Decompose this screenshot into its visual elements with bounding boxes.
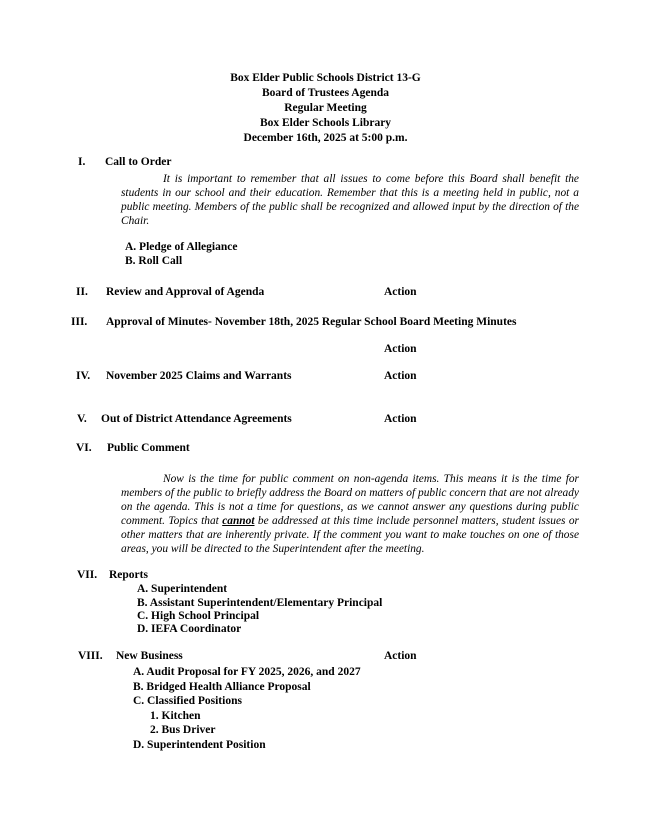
report-assistant-superintendent: B. Assistant Superintendent/Elementary Principal	[137, 597, 383, 609]
position-bus-driver: 2. Bus Driver	[150, 724, 216, 736]
audit-proposal: A. Audit Proposal for FY 2025, 2026, and 2027	[133, 666, 361, 678]
call-to-order-paragraph: It is important to remember that all issues to come before this Board shall benefit the students in our school and their education. Remember that this is a meeting held in public, not a public meeting. Members of the public shall be recognized and allowed input by the direction of the Chair.	[121, 173, 579, 227]
item-iv-title: November 2025 Claims and Warrants	[106, 370, 292, 382]
bridged-health-proposal: B. Bridged Health Alliance Proposal	[133, 681, 311, 693]
roll-call: B. Roll Call	[125, 255, 183, 267]
item-iii-title: Approval of Minutes- November 18th, 2025 Regular School Board Meeting Minutes	[106, 316, 517, 328]
agenda-header	[0, 71, 651, 146]
item-iii-action: Action	[384, 343, 417, 355]
pledge-of-allegiance: A. Pledge of Allegiance	[125, 241, 238, 253]
report-iefa-coordinator: D. IEFA Coordinator	[137, 623, 242, 635]
item-vii-title: Reports	[109, 569, 148, 581]
position-kitchen: 1. Kitchen	[150, 710, 201, 722]
item-ii-title: Review and Approval of Agenda	[106, 286, 265, 298]
item-iv-number: IV.	[76, 370, 91, 382]
item-v-action: Action	[384, 413, 417, 425]
item-ii-number: II.	[76, 286, 88, 298]
public-comment-emphasis: cannot	[222, 515, 255, 527]
district-name: Box Elder Public Schools District 13-G	[230, 72, 421, 84]
meeting-type: Regular Meeting	[284, 102, 367, 114]
item-ii-action: Action	[384, 286, 417, 298]
item-iv-action: Action	[384, 370, 417, 382]
meeting-location: Box Elder Schools Library	[259, 117, 392, 129]
report-superintendent: A. Superintendent	[137, 583, 228, 595]
item-i-title: Call to Order	[105, 156, 172, 168]
item-viii-action: Action	[384, 650, 417, 662]
public-comment-text-2: be addressed at this time include personnel matters, student issues or other matters that are inherently private. If the comment you want to make touches on one of those areas, you will be directed to the Superintendent after the meeting.	[121, 515, 579, 555]
item-iii-number: III.	[71, 316, 88, 328]
item-vi-title: Public Comment	[107, 442, 190, 454]
item-vii-number: VII.	[77, 569, 98, 581]
meeting-date: December 16th, 2025 at 5:00 p.m.	[243, 132, 408, 144]
item-vi-number: VI.	[76, 442, 92, 454]
public-comment-text-1: Now is the time for public comment on non-agenda items. This means it is the time for members of the public to briefly address the Board on matters of public concern that are not already on the agenda. This is not a time for questions, as we cannot answer any questions during public comment. Topics that	[121, 473, 579, 527]
item-viii-title: New Business	[116, 650, 183, 662]
superintendent-position: D. Superintendent Position	[133, 739, 266, 751]
item-i-number: I.	[78, 156, 86, 168]
public-comment-paragraph	[121, 472, 579, 556]
item-v-number: V.	[77, 413, 87, 425]
item-viii-number: VIII.	[78, 650, 103, 662]
item-v-title: Out of District Attendance Agreements	[101, 413, 292, 425]
classified-positions: C. Classified Positions	[133, 695, 242, 707]
board-title: Board of Trustees Agenda	[261, 87, 390, 99]
report-high-school-principal: C. High School Principal	[137, 610, 260, 622]
